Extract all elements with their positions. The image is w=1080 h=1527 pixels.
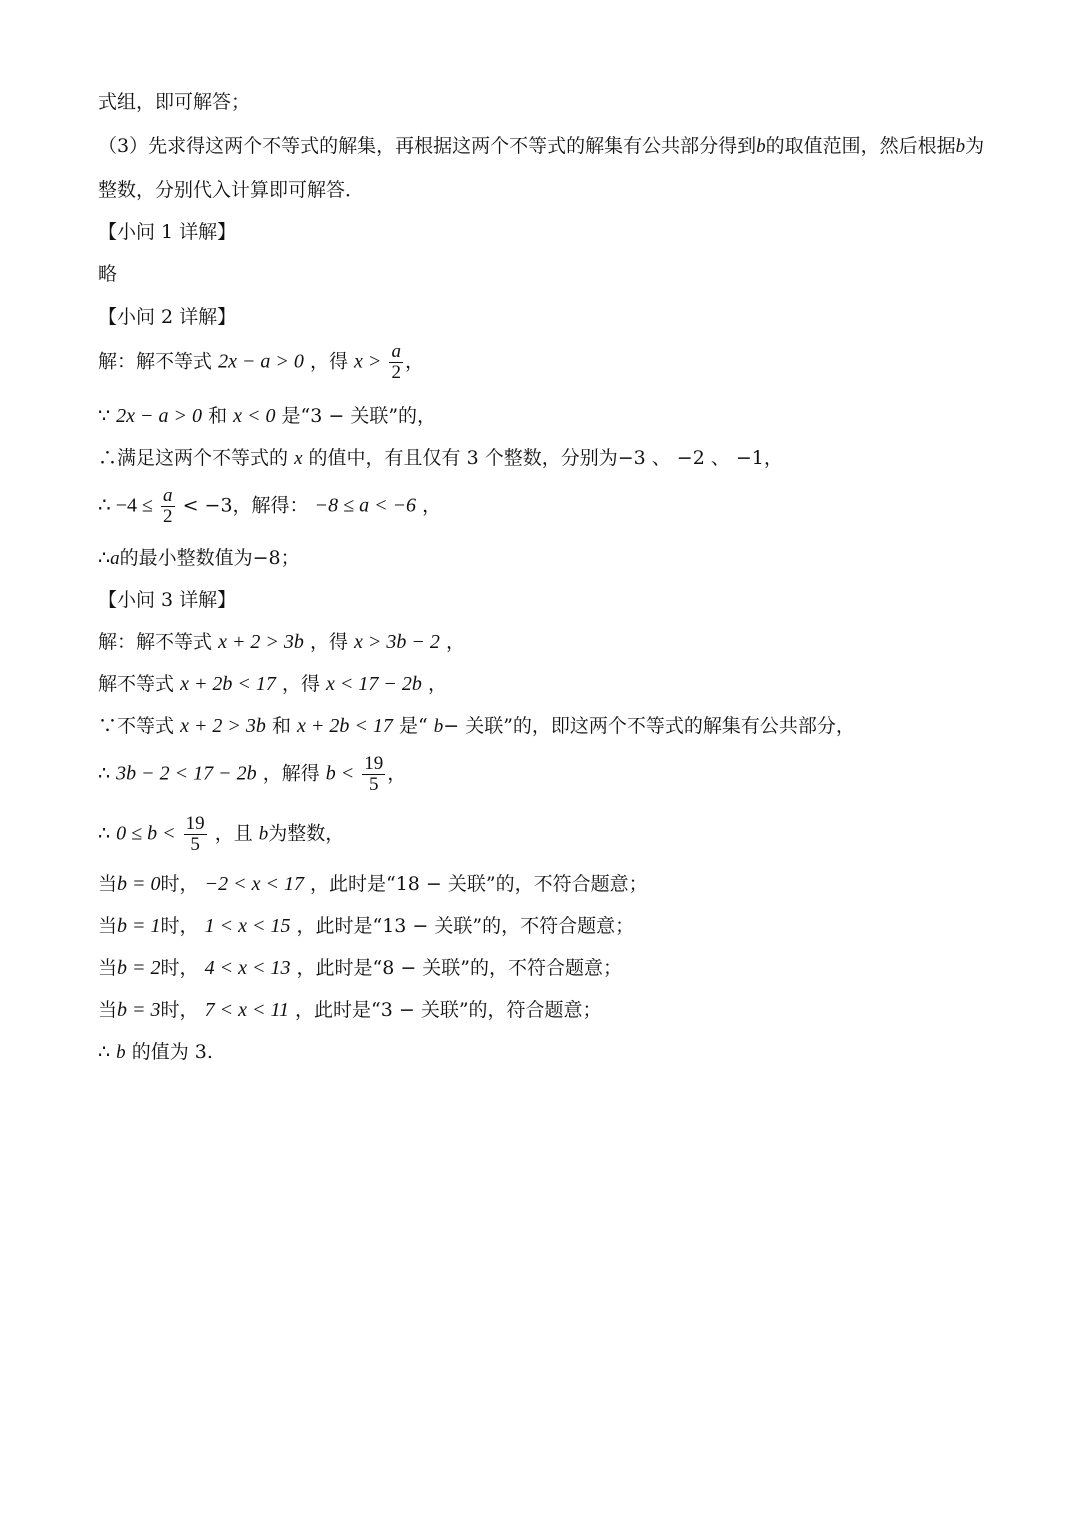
text: 和 bbox=[208, 405, 228, 427]
text: 时， bbox=[160, 873, 199, 895]
text: 的取值范围，然后根据 bbox=[765, 135, 956, 157]
math: ∴ −4 ≤ bbox=[98, 494, 153, 517]
math: 2x − a > 0 bbox=[116, 405, 203, 427]
text-line-case-b0 bbox=[98, 872, 648, 896]
text-line-q2-2 bbox=[98, 404, 436, 428]
math: x + 2b < 17 bbox=[297, 715, 393, 737]
text: 解：解不等式 bbox=[98, 631, 213, 653]
text: 当 bbox=[98, 957, 118, 979]
section-heading-q1 bbox=[98, 220, 236, 244]
fraction-a-over-2 bbox=[161, 486, 175, 527]
text: ，得 bbox=[309, 350, 348, 373]
denominator: 5 bbox=[190, 834, 200, 855]
fraction-19-over-5 bbox=[184, 814, 207, 855]
math: b = 2 bbox=[117, 957, 161, 979]
text: < −3，解得： bbox=[182, 494, 309, 517]
text: ， bbox=[387, 762, 407, 785]
text: 为 bbox=[965, 135, 985, 157]
text-line-q2-3 bbox=[98, 446, 783, 471]
text: 解不等式 bbox=[98, 673, 175, 695]
text: 为整数， bbox=[268, 822, 345, 845]
text: ，此时是“3 − 关联”的，符合题意； bbox=[295, 999, 602, 1021]
text: 时， bbox=[160, 999, 199, 1021]
text: 解：解不等式 bbox=[98, 350, 213, 373]
text-line-q3-2 bbox=[98, 672, 447, 696]
text: ，此时是“8 − 关联”的，不符合题意； bbox=[296, 957, 623, 979]
text-line-conclusion bbox=[98, 1040, 213, 1065]
text: 式组，即可解答； bbox=[98, 91, 251, 113]
text-line-case-b3 bbox=[98, 998, 602, 1022]
fraction-19-over-5 bbox=[362, 754, 385, 795]
denominator: 2 bbox=[391, 362, 401, 383]
numerator: a bbox=[391, 341, 401, 362]
text: 是“ bbox=[398, 715, 428, 737]
numerator: a bbox=[163, 485, 173, 506]
text: 略 bbox=[98, 263, 118, 285]
fraction-a-over-2 bbox=[389, 342, 403, 383]
text: 当 bbox=[98, 999, 118, 1021]
text: 的值为 3. bbox=[131, 1041, 213, 1063]
math: b = 3 bbox=[117, 999, 161, 1021]
text: ，此时是“18 − 关联”的，不符合题意； bbox=[310, 873, 648, 895]
text-line-q3-1 bbox=[98, 630, 465, 654]
text-line-case-b2 bbox=[98, 956, 622, 980]
denominator: 5 bbox=[369, 774, 379, 795]
text-line-q3-3 bbox=[98, 714, 855, 739]
math: b = 1 bbox=[117, 915, 161, 937]
text: ∴ bbox=[98, 547, 111, 569]
math: x + 2 > 3b bbox=[180, 715, 266, 737]
text: 【小问 3 详解】 bbox=[98, 589, 237, 611]
var-b: b bbox=[258, 823, 269, 845]
text-line-q2-4 bbox=[98, 486, 441, 527]
text-line-1 bbox=[98, 90, 250, 114]
math: x > 3b − 2 bbox=[354, 631, 440, 653]
text: ∴ bbox=[98, 822, 111, 845]
text: （3）先求得这两个不等式的解集，再根据这两个不等式的解集有公共部分得到 bbox=[98, 135, 757, 157]
text: ∴ bbox=[98, 762, 111, 785]
math: x < 17 − 2b bbox=[326, 673, 422, 695]
text: ， bbox=[445, 631, 465, 653]
text: ， bbox=[427, 673, 447, 695]
text: 的最小整数值为−8； bbox=[119, 547, 300, 569]
text: ∴ bbox=[98, 1041, 111, 1063]
math: x + 2 > 3b bbox=[218, 631, 304, 653]
text: ∵ bbox=[98, 405, 111, 427]
numerator: 19 bbox=[364, 753, 384, 774]
text-line-2 bbox=[98, 134, 984, 159]
math: b < bbox=[325, 762, 355, 785]
section-heading-q3 bbox=[98, 588, 236, 612]
text-line-q2-5 bbox=[98, 546, 300, 571]
text: 【小问 1 详解】 bbox=[98, 221, 237, 243]
text-line-3 bbox=[98, 178, 364, 202]
text: 当 bbox=[98, 873, 118, 895]
text: 是“3 − 关联”的， bbox=[281, 405, 437, 427]
text: 时， bbox=[160, 915, 199, 937]
text: 当 bbox=[98, 915, 118, 937]
math: 0 ≤ b < bbox=[116, 822, 176, 845]
text-line-q2-1 bbox=[98, 342, 424, 383]
var-b: b bbox=[955, 136, 966, 157]
math: 7 < x < 11 bbox=[204, 999, 289, 1021]
denominator: 2 bbox=[163, 506, 173, 527]
text-line-case-b1 bbox=[98, 914, 634, 938]
math: b = 0 bbox=[117, 873, 161, 895]
text: ∴满足这两个不等式的 bbox=[98, 447, 289, 469]
text: 和 bbox=[271, 715, 291, 737]
math: 4 < x < 13 bbox=[204, 957, 291, 979]
var-x: x bbox=[294, 448, 303, 469]
math: 2x − a > 0 bbox=[218, 350, 304, 373]
text: 时， bbox=[160, 957, 199, 979]
text: ∵不等式 bbox=[98, 715, 175, 737]
math: x < 0 bbox=[233, 405, 276, 427]
text: 整数，分别代入计算即可解答． bbox=[98, 179, 365, 201]
math: 3b − 2 < 17 − 2b bbox=[116, 762, 257, 785]
text: ，得 bbox=[281, 673, 320, 695]
section-heading-q2 bbox=[98, 305, 236, 329]
text: ，得 bbox=[309, 631, 348, 653]
text: ， bbox=[404, 350, 424, 373]
numerator: 19 bbox=[185, 813, 205, 834]
math: x > bbox=[354, 350, 382, 373]
var-b: b bbox=[433, 716, 444, 737]
text: ，且 bbox=[214, 822, 253, 845]
text: − 关联”的，即这两个不等式的解集有公共部分， bbox=[443, 715, 855, 737]
math: −2 < x < 17 bbox=[204, 873, 304, 895]
math: −8 ≤ a < −6 bbox=[314, 494, 417, 517]
text-line-q3-5 bbox=[98, 814, 344, 855]
text-line-q3-4 bbox=[98, 754, 406, 795]
text: ， bbox=[422, 494, 442, 517]
var-b: b bbox=[116, 1042, 126, 1063]
text-line-omitted bbox=[98, 262, 117, 286]
var-a: a bbox=[110, 548, 120, 569]
var-b: b bbox=[756, 136, 766, 157]
math: x + 2b < 17 bbox=[180, 673, 276, 695]
text: 的值中，有且仅有 3 个整数，分别为−3 、 −2 、 −1， bbox=[308, 447, 783, 469]
math: 1 < x < 15 bbox=[204, 915, 291, 937]
text: 【小问 2 详解】 bbox=[98, 306, 237, 328]
text: ，此时是“13 − 关联”的，不符合题意； bbox=[296, 915, 635, 937]
text: ，解得 bbox=[262, 762, 320, 785]
